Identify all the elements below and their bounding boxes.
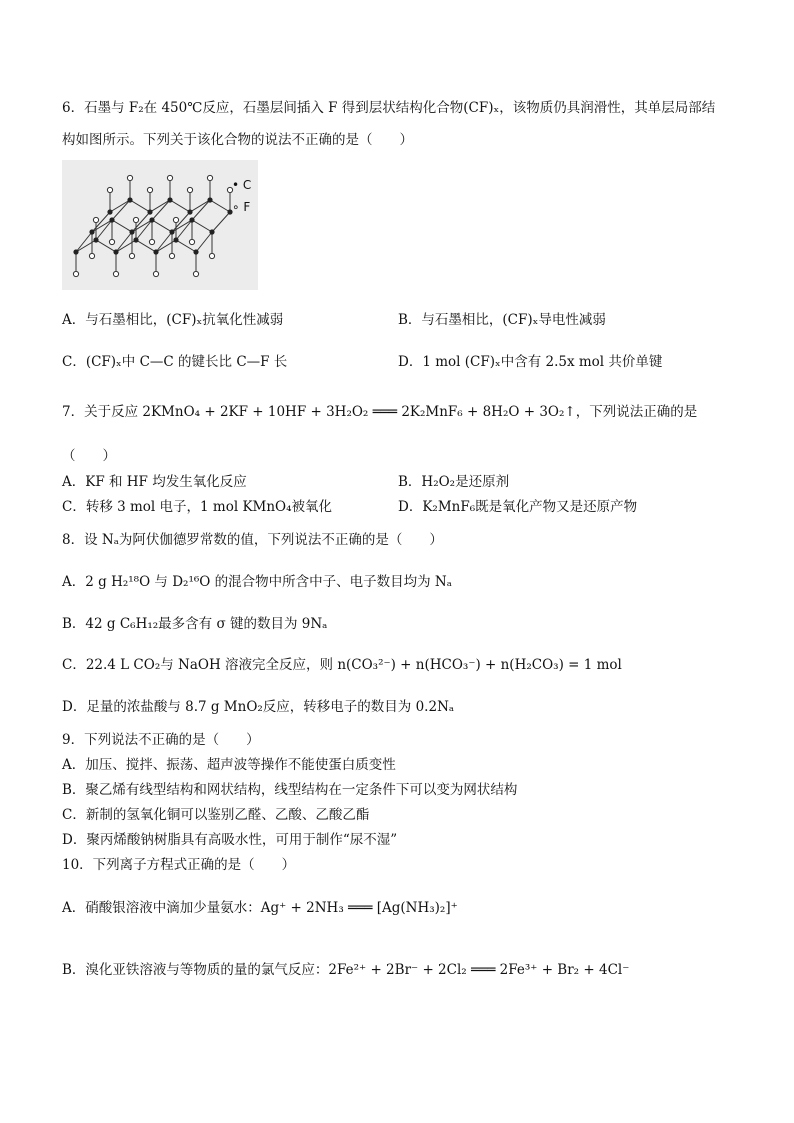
q9-stem: 9．下列说法不正确的是（ ） <box>62 732 260 748</box>
legend-fluorine: ∘ F <box>232 200 251 214</box>
q9-option-c: C．新制的氢氧化铜可以鉴别乙醛、乙酸、乙酸乙酯 <box>62 807 370 823</box>
cf-lattice-diagram <box>62 160 258 290</box>
q7-stem-line1: 7．关于反应 2KMnO₄ + 2KF + 10HF + 3H₂O₂ ═══ 2K₂MnF₆ + 8H₂O + 3O₂↑，下列说法正确的是 <box>62 404 698 420</box>
q6-option-d: D．1 mol (CF)ₓ中含有 2.5x mol 共价单键 <box>398 354 663 370</box>
q8-stem: 8．设 Nₐ为阿伏伽德罗常数的值，下列说法不正确的是（ ） <box>62 532 443 548</box>
q9-option-d: D．聚丙烯酸钠树脂具有高吸水性，可用于制作“尿不湿” <box>62 832 398 848</box>
q6-option-b: B．与石墨相比，(CF)ₓ导电性减弱 <box>398 312 606 328</box>
legend-carbon: • C <box>232 178 252 192</box>
q6-option-a: A．与石墨相比，(CF)ₓ抗氧化性减弱 <box>62 312 284 328</box>
q10-option-b: B．溴化亚铁溶液与等物质的量的氯气反应：2Fe²⁺ + 2Br⁻ + 2Cl₂ ═══ 2Fe³⁺ + Br₂ + 4Cl⁻ <box>62 962 630 978</box>
q9-option-a: A．加压、搅拌、振荡、超声波等操作不能使蛋白质变性 <box>62 757 396 773</box>
q9-option-b: B．聚乙烯有线型结构和网状结构，线型结构在一定条件下可以变为网状结构 <box>62 782 518 798</box>
q6-stem-line1: 6．石墨与 F₂在 450℃反应，石墨层间插入 F 得到层状结构化合物(CF)ₓ，该物质仍具润滑性，其单层局部结 <box>62 100 716 116</box>
q7-option-c: C．转移 3 mol 电子，1 mol KMnO₄被氧化 <box>62 499 333 515</box>
q8-option-b: B．42 g C₆H₁₂最多含有 σ 键的数目为 9Nₐ <box>62 616 328 632</box>
q7-stem-line2: （ ） <box>62 448 116 464</box>
q10-option-a: A．硝酸银溶液中滴加少量氨水：Ag⁺ + 2NH₃ ═══ [Ag(NH₃)₂]⁺ <box>62 900 458 916</box>
cf-structure-figure <box>62 160 258 290</box>
q10-stem: 10．下列离子方程式正确的是（ ） <box>62 857 296 873</box>
q7-option-d: D．K₂MnF₆既是氧化产物又是还原产物 <box>398 499 638 515</box>
q7-option-b: B．H₂O₂是还原剂 <box>398 474 510 490</box>
q8-option-d: D．足量的浓盐酸与 8.7 g MnO₂反应，转移电子的数目为 0.2Nₐ <box>62 699 455 715</box>
q8-option-c: C．22.4 L CO₂与 NaOH 溶液完全反应，则 n(CO₃²⁻) + n(HCO₃⁻) + n(H₂CO₃) = 1 mol <box>62 657 622 673</box>
q7-option-a: A．KF 和 HF 均发生氧化反应 <box>62 474 247 490</box>
q6-option-c: C．(CF)ₓ中 C—C 的键长比 C—F 长 <box>62 354 288 370</box>
q6-stem-line2: 构如图所示。下列关于该化合物的说法不正确的是（ ） <box>62 132 413 148</box>
q8-option-a: A．2 g H₂¹⁸O 与 D₂¹⁶O 的混合物中所含中子、电子数目均为 Nₐ <box>62 574 452 590</box>
